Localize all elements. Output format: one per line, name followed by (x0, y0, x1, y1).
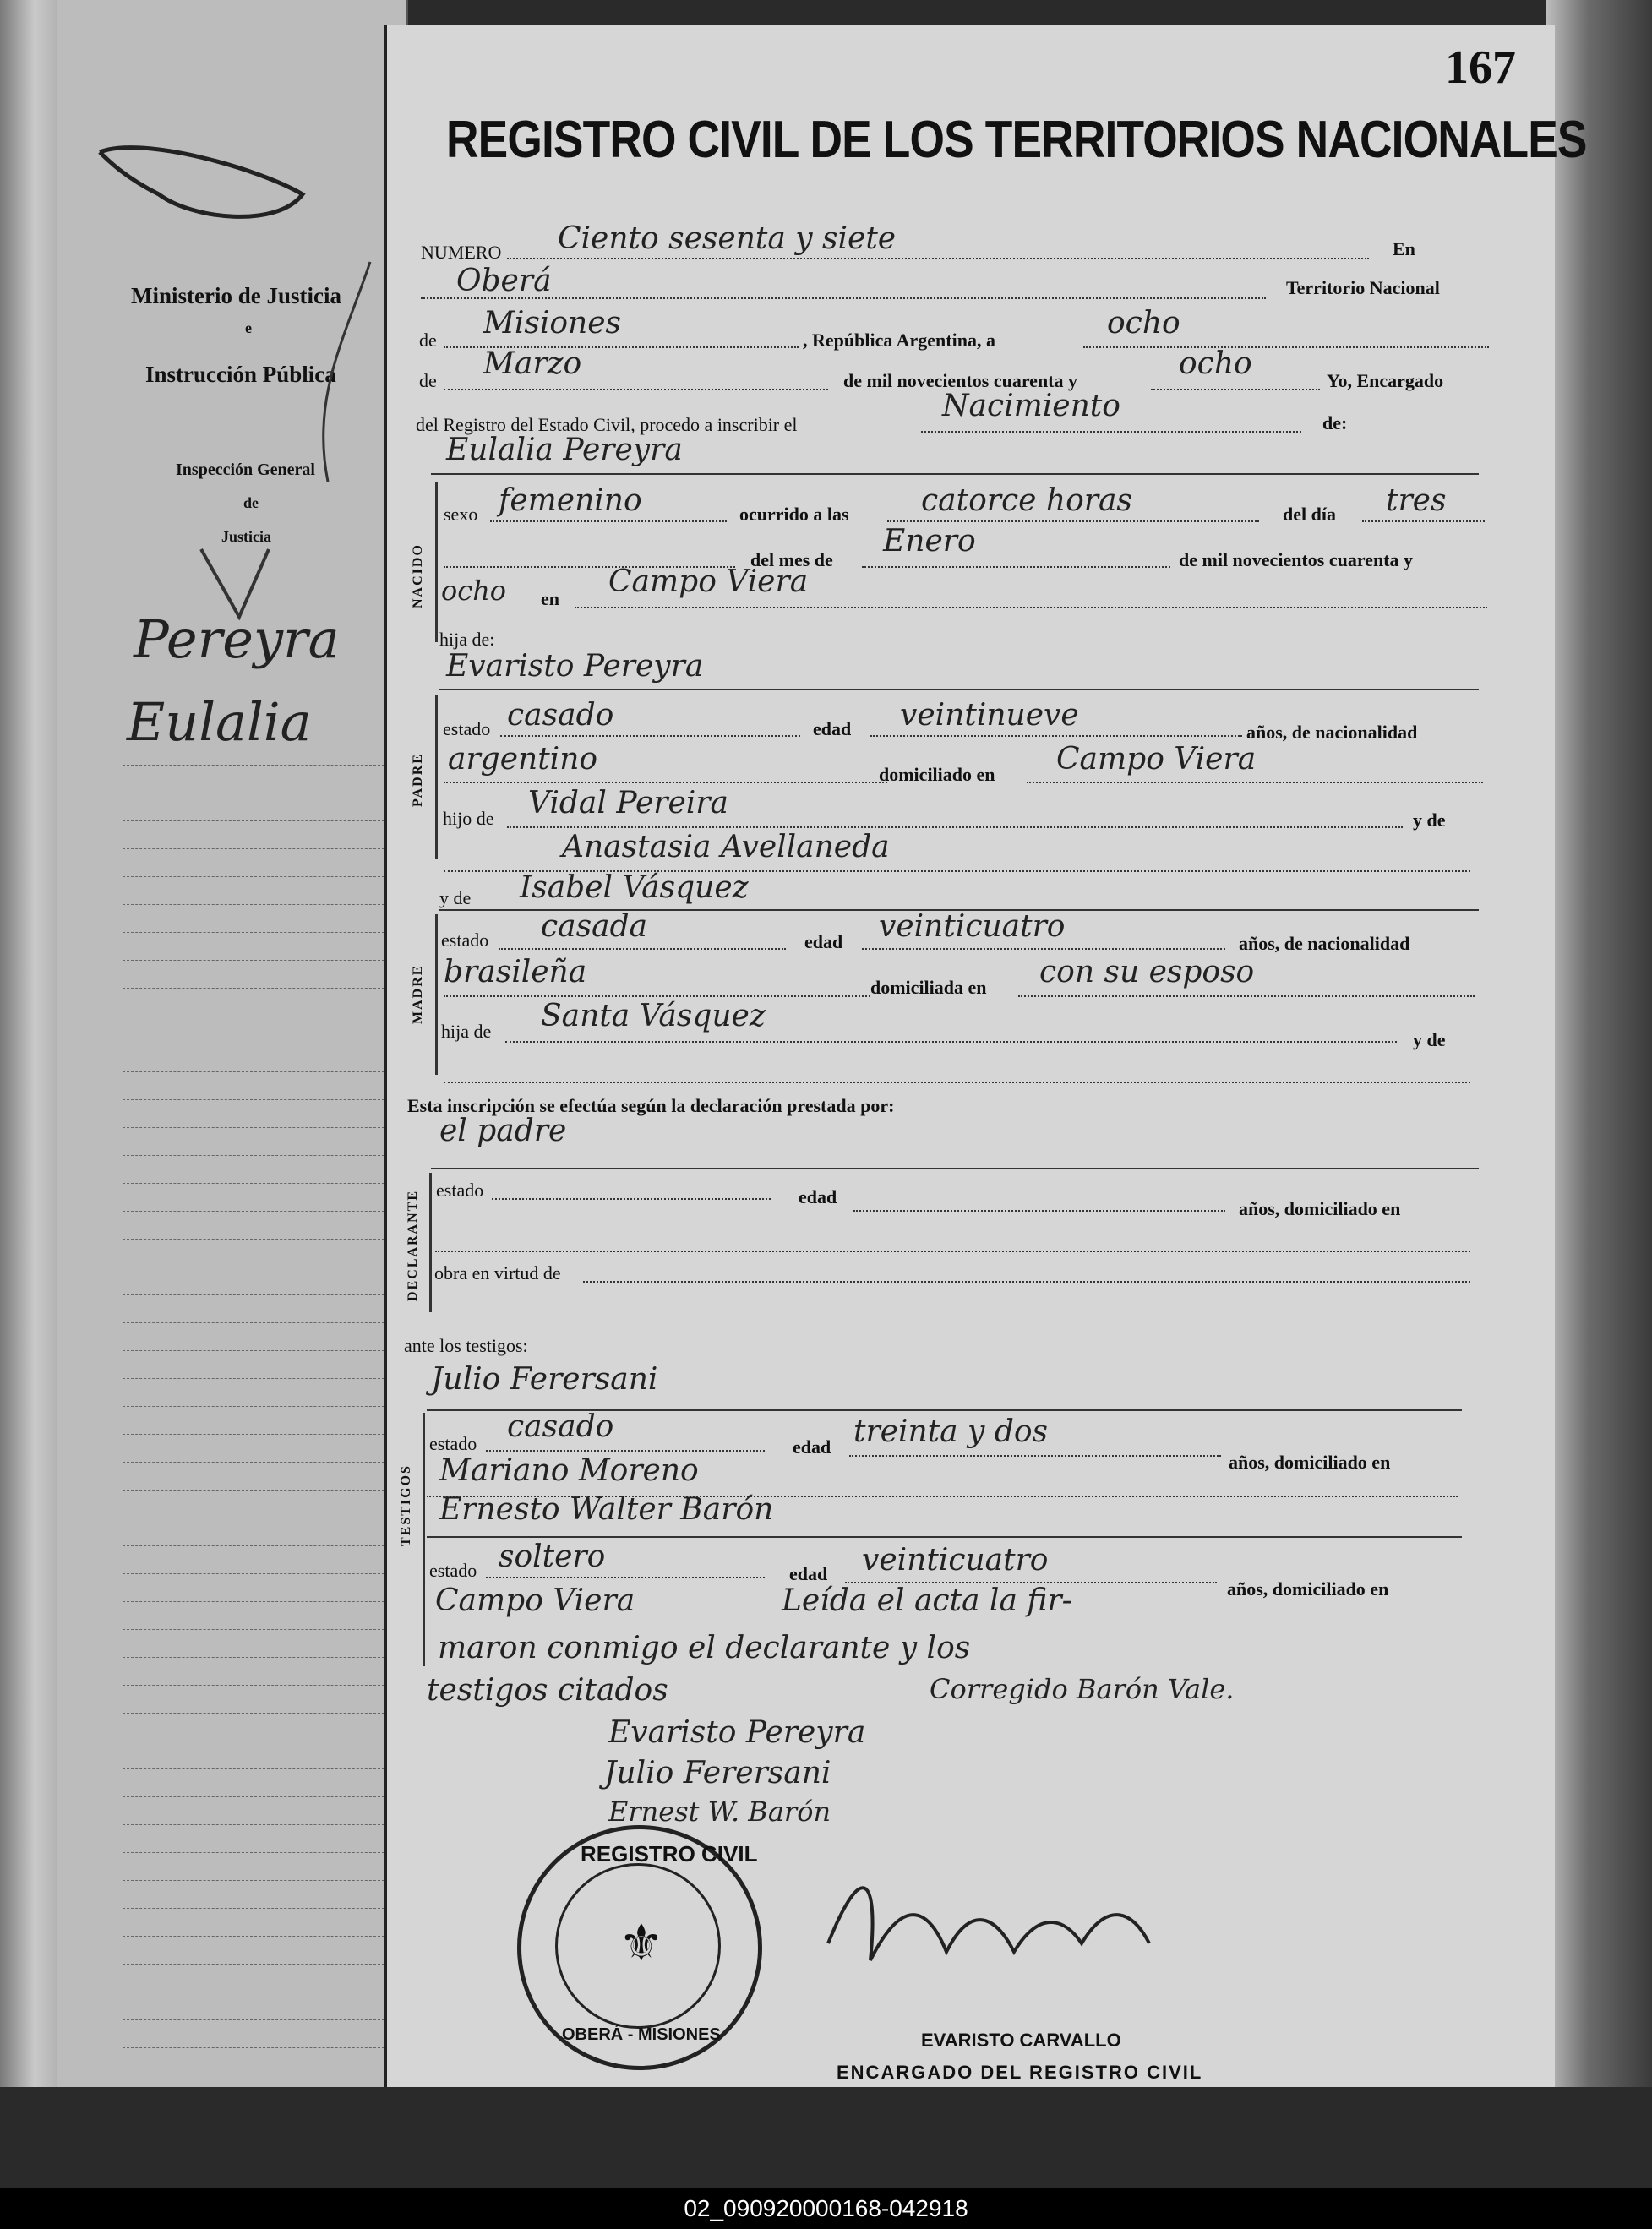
margin-ruled-line (123, 1601, 384, 1602)
padre-top-rule (439, 689, 1479, 690)
encargado-label: Yo, Encargado (1327, 370, 1444, 391)
madre-mother-line (505, 1041, 1397, 1043)
margin-ruled-line (123, 1294, 384, 1295)
declarante-estado-line (492, 1198, 771, 1200)
declarante-edad-label: edad (799, 1186, 837, 1207)
closing-line2: maron conmigo el declarante y los (438, 1631, 971, 1665)
closing-line1: Leída el acta la fir- (782, 1583, 1072, 1618)
padre-estado-line (500, 735, 800, 737)
ministry-line2: e (245, 319, 252, 336)
day-value: ocho (1107, 306, 1180, 341)
act-type-line (921, 431, 1301, 433)
margin-ruled-line (123, 1350, 384, 1351)
margin-ruled-line (123, 1629, 384, 1630)
madre-edad-label: edad (804, 931, 843, 952)
testigo2-edad-label: edad (789, 1563, 828, 1584)
numero-line (507, 258, 1369, 259)
margin-ruled-line (123, 1378, 384, 1379)
testigo1-estado-label: estado (429, 1433, 477, 1454)
republica-label: , República Argentina, a (803, 330, 995, 351)
padre-father-value: Vidal Pereira (528, 786, 728, 820)
padre-father-line (507, 826, 1403, 828)
year-line (1151, 389, 1320, 390)
margin-ruled-line (123, 1322, 384, 1323)
birth-day-value: tres (1386, 483, 1447, 518)
nacido-side-label: NACIDO (411, 543, 425, 608)
margin-ruled-line (123, 1685, 384, 1686)
padre-domicilio-value: Campo Viera (1056, 742, 1257, 777)
birth-month-line (862, 566, 1170, 568)
birth-day-line (1362, 520, 1485, 522)
madre-domicilio-label: domiciliada en (870, 977, 987, 998)
padre-nacionalidad-line (444, 782, 887, 783)
margin-ruled-line (123, 1768, 384, 1769)
officer-name: EVARISTO CARVALLO (921, 2030, 1121, 2051)
margin-ruled-line (123, 932, 384, 933)
sexo-value: femenino (499, 483, 642, 518)
margin-ruled-line (123, 1880, 384, 1881)
margin-ruled-line (123, 765, 384, 766)
margin-ruled-line (123, 1964, 384, 1965)
ocurrido-label: ocurrido a las (739, 504, 849, 525)
declarante-edad-line (853, 1210, 1225, 1212)
margin-ruled-line (123, 960, 384, 961)
year-value: ocho (1179, 346, 1252, 381)
madre-bracket (435, 914, 438, 1075)
padre-side-label: PADRE (411, 753, 425, 807)
margin-ruled-line (123, 1127, 384, 1128)
territory-value: Misiones (483, 306, 622, 341)
day-line (1083, 346, 1489, 348)
margin-ruled-line (123, 1490, 384, 1491)
margin-ruled-line (123, 2047, 384, 2048)
month-line (444, 389, 828, 390)
stamp-top-text: REGISTRO CIVIL (581, 1841, 758, 1867)
margin-ruled-line (123, 1434, 384, 1435)
book-spine (0, 0, 57, 2087)
testigo1-edad-value: treinta y dos (853, 1414, 1049, 1449)
del-dia-label: del día (1283, 504, 1336, 525)
testigos-bracket (423, 1413, 425, 1666)
birth-place-value: Campo Viera (608, 564, 809, 599)
month-value: Marzo (483, 346, 582, 381)
officer-signature (811, 1842, 1166, 1986)
padre-estado-value: casado (507, 698, 614, 733)
madre-side-label: MADRE (411, 964, 425, 1024)
margin-ruled-line (123, 820, 384, 821)
margin-ruled-line (123, 1462, 384, 1463)
nacido-top-rule (431, 473, 1479, 475)
testigo2-domicilio-value: Campo Viera (435, 1583, 635, 1618)
madre-nacionalidad-value: brasileña (444, 955, 587, 989)
margin-ruled-line (123, 876, 384, 877)
del-mes-label: del mes de (750, 549, 833, 570)
madre-estado-value: casada (541, 909, 648, 944)
margin-ruled-line (123, 2019, 384, 2020)
testigo1-edad-label: edad (793, 1436, 831, 1458)
margin-ruled-line (123, 1657, 384, 1658)
margin-ruled-line (123, 904, 384, 905)
birth-month-value: Enero (883, 524, 976, 559)
de2-label: de: (1322, 412, 1348, 433)
signature-3: Ernest W. Barón (608, 1796, 831, 1828)
madre-nacionalidad-line (444, 995, 870, 997)
padre-nacionalidad-value: argentino (448, 742, 598, 777)
declarante-estado-label: estado (436, 1180, 484, 1201)
testigo1-estado-value: casado (507, 1409, 614, 1444)
stamp-bottom-text: OBERÁ - MISIONES (562, 2025, 721, 2044)
coat-of-arms-icon: ⚜ (619, 1916, 664, 1971)
testigo1-name: Julio Ferersani (431, 1362, 658, 1397)
margin-ruled-line (123, 1852, 384, 1853)
margin-ruled-line (123, 1573, 384, 1574)
madre-hija-label: hija de (441, 1021, 492, 1042)
padre-yde-label: y de (1413, 809, 1446, 831)
declarante-value: el padre (439, 1114, 567, 1148)
testigo2-estado-label: estado (429, 1560, 477, 1581)
page-title: REGISTRO CIVIL DE LOS TERRITORIOS NACIONALES (446, 111, 1587, 169)
closing-corregido: Corregido Barón Vale. (930, 1673, 1235, 1705)
declarante-side-label: DECLARANTE (406, 1189, 420, 1301)
testigos-side-label: TESTIGOS (399, 1464, 413, 1546)
closing-line3: testigos citados (427, 1673, 668, 1708)
padre-edad-value: veintinueve (900, 698, 1079, 733)
ministry-line3: Instrucción Pública (145, 362, 336, 387)
margin-ruled-line (123, 848, 384, 849)
margin-ruled-line (123, 988, 384, 989)
padre-domicilio-label: domiciliado en (879, 764, 995, 785)
margin-ruled-line (123, 1908, 384, 1909)
declarante-intro: Esta inscripción se efectúa según la declaración prestada por: (407, 1095, 895, 1116)
margin-scribble (91, 144, 395, 668)
madre-blank-line (444, 1082, 1470, 1083)
sexo-line (490, 520, 727, 522)
madre-domicilio-line (1018, 995, 1475, 997)
inspection-line3: Justicia (221, 528, 272, 545)
de-label-2: de (419, 370, 437, 391)
numero-value: Ciento sesenta y siete (558, 221, 897, 256)
act-type-value: Nacimiento (942, 389, 1120, 423)
padre-edad-label: edad (813, 718, 852, 739)
testigo2-estado-line (486, 1577, 765, 1578)
testigo2-top-rule (427, 1536, 1462, 1538)
margin-ruled-line (123, 1936, 384, 1937)
testigo1-estado-line (486, 1450, 765, 1452)
ministry-line1: Ministerio de Justicia (131, 283, 341, 308)
declarante-obra-label: obra en virtud de (434, 1262, 561, 1283)
de-label: de (419, 330, 437, 351)
hour-value: catorce horas (921, 483, 1132, 518)
testigo2-estado-value: soltero (499, 1540, 606, 1574)
declarante-top-rule (431, 1168, 1479, 1169)
sexo-label: sexo (444, 504, 478, 525)
margin-ruled-line (123, 1239, 384, 1240)
declarante-domicilio-line (435, 1251, 1470, 1252)
child-name: Eulalia Pereyra (446, 433, 683, 467)
margin-ruled-line (123, 1406, 384, 1407)
padre-anos-label: años, de nacionalidad (1246, 722, 1418, 743)
madre-yde2-label: y de (1413, 1029, 1446, 1050)
testigo2-name: Ernesto Walter Barón (439, 1492, 774, 1527)
registro-label: del Registro del Estado Civil, procedo a inscribir el (416, 414, 798, 435)
testigo1-domicilio-value: Mariano Moreno (439, 1453, 699, 1488)
madre-domicilio-value: con su esposo (1039, 955, 1255, 989)
year-label: de mil novecientos cuarenta y (843, 370, 1078, 391)
en2-label: en (541, 588, 559, 609)
madre-anos-label: años, de nacionalidad (1239, 933, 1410, 954)
declarante-bracket (429, 1173, 432, 1312)
numero-label: NUMERO (421, 242, 502, 263)
padre-mother-value: Anastasia Avellaneda (562, 830, 890, 864)
testigo2-edad-value: veinticuatro (862, 1543, 1049, 1578)
place-value: Oberá (456, 264, 552, 298)
birth-year-value: ocho (441, 575, 507, 607)
madre-edad-line (862, 948, 1225, 950)
declarante-obra-line (583, 1281, 1470, 1283)
madre-estado-line (499, 948, 786, 950)
padre-domicilio-line (1027, 782, 1483, 783)
margin-ruled-line (123, 1183, 384, 1184)
margin-ruled-line (123, 1545, 384, 1546)
signature-2: Julio Ferersani (604, 1756, 831, 1790)
madre-mother-value: Santa Vásquez (541, 999, 766, 1033)
margin-surname: Pereyra (134, 608, 340, 670)
padre-estado-label: estado (443, 718, 491, 739)
declarante-anos-label: años, domiciliado en (1239, 1198, 1401, 1219)
madre-edad-value: veinticuatro (879, 909, 1066, 944)
hija-label: hija de: (439, 629, 495, 650)
padre-bracket (435, 695, 438, 859)
inspection-line1: Inspección General (176, 461, 315, 479)
officer-title: ENCARGADO DEL REGISTRO CIVIL (837, 2062, 1203, 2083)
margin-ruled-line (123, 1155, 384, 1156)
testigo1-anos-label: años, domiciliado en (1229, 1452, 1391, 1473)
mil-label: de mil novecientos cuarenta y (1179, 549, 1414, 570)
signature-1: Evaristo Pereyra (608, 1715, 866, 1750)
en-label: En (1393, 238, 1415, 259)
inspection-line2: de (243, 494, 259, 511)
margin-given-name: Eulalia (127, 691, 312, 753)
hour-line (887, 520, 1259, 522)
testigo2-anos-label: años, domiciliado en (1227, 1578, 1389, 1600)
testigos-intro: ante los testigos: (404, 1335, 528, 1356)
margin-ruled-line (123, 1713, 384, 1714)
territorio-label: Territorio Nacional (1286, 277, 1440, 298)
margin-ruled-line (123, 1824, 384, 1825)
margin-ruled-line (123, 1099, 384, 1100)
margin-ruled-line (123, 1071, 384, 1072)
madre-yde-label: y de (439, 887, 472, 908)
margin-ruled-line (123, 1796, 384, 1797)
madre-estado-label: estado (441, 929, 489, 951)
padre-edad-line (870, 735, 1242, 737)
margin-ruled-line (123, 1211, 384, 1212)
page-number: 167 (1445, 41, 1516, 94)
civil-registry-stamp (517, 1825, 762, 2070)
testigo1-edad-line (849, 1455, 1221, 1457)
image-id-footer: 02_090920000168-042918 (0, 2188, 1652, 2229)
padre-hijo-label: hijo de (443, 808, 494, 829)
mother-name: Isabel Vásquez (520, 870, 749, 905)
nacido-bracket (435, 482, 438, 642)
page-edges (1546, 0, 1652, 2087)
father-name: Evaristo Pereyra (446, 649, 704, 684)
birth-place-line (575, 607, 1487, 608)
